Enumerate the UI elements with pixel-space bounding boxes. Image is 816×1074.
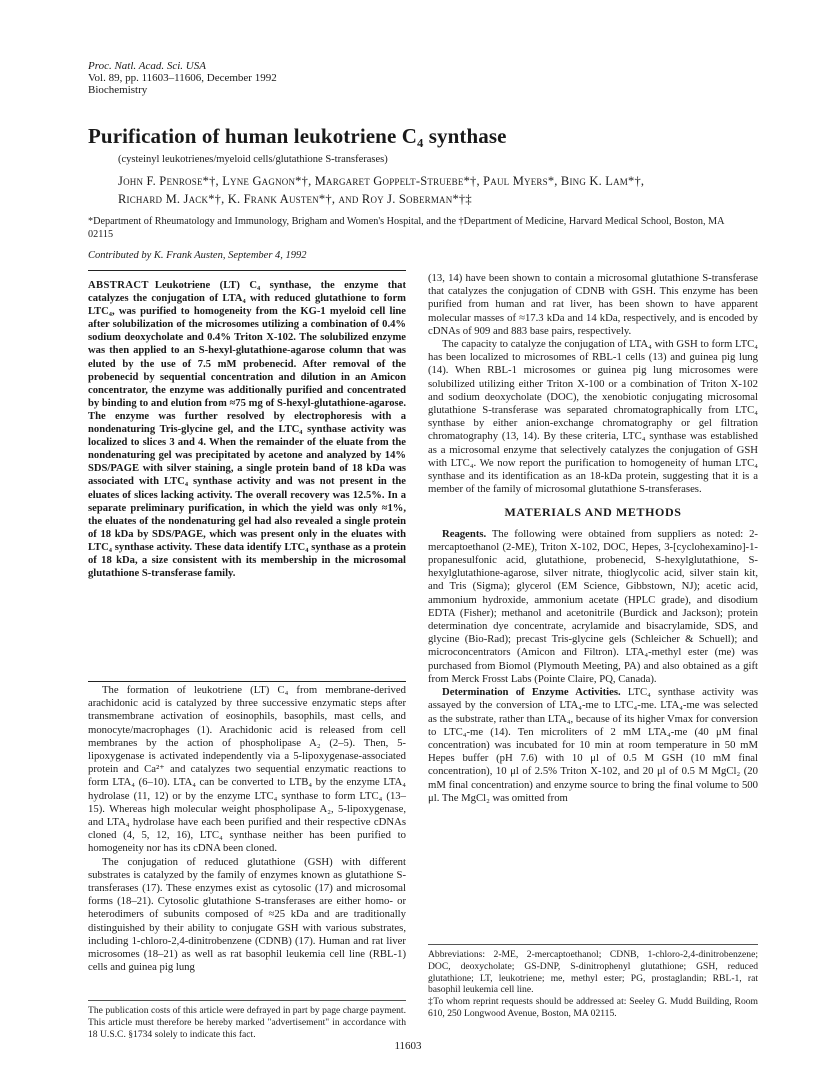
- affiliation: *Department of Rheumatology and Immunology, Brigham and Women's Hospital, and the †Department of Medicine, Harvard Medical School, Boston, MA 02115: [88, 216, 724, 240]
- reprint-request-text: ‡To whom reprint requests should be addressed at: Seeley G. Mudd Building, Room 610, 250 Longwood Avenue, Boston, MA 02115.: [428, 996, 758, 1019]
- abstract: [88, 270, 406, 682]
- author-line-1: John F. Penrose*†, Lyne Gagnon*†, Margaret Goppelt-Struebe*†, Paul Myers*, Bing K. Lam*†,: [118, 174, 645, 188]
- abbreviations-footnote: [428, 944, 758, 1020]
- section-name: Biochemistry: [88, 84, 148, 96]
- abstract-paragraph: [88, 279, 406, 580]
- author-line-2: Richard M. Jack*†, K. Frank Austen*†, and Roy J. Soberman*†‡: [118, 192, 472, 206]
- contributed-by: Contributed by K. Frank Austen, September 4, 1992: [88, 250, 307, 261]
- section-heading-methods: MATERIALS AND METHODS: [504, 505, 682, 520]
- abstract-text: Leukotriene (LT) C₄ synthase, the enzyme that catalyzes the conjugation of LTA₄ with reduced glutathione to form LTC₄, was purified to homogeneity from the KG-1 myeloid cell line after solubilization of the microsomes utilizing a combination of 0.4% sodium deoxycholate and 0.4% Triton X-102. The solubilized enzyme was then applied to an S-hexyl-glutathione-agarose column that was eluted by the use of 7.5 mM probenecid. After removal of the probenecid by sequential concentration and dilution in an Amicon concentrator, the enzyme was additionally purified and concentrated by binding to and elution from ≈75 mg of S-hexyl-glutathione-agarose. The enzyme was further resolved by electrophoresis with a nondenaturing Tris-glycine gel, and the LTC₄ synthase activity was localized to slices 3 and 4. When the remainder of the eluate from the nondenaturing gel was precipitated by acetone and analyzed by 14% SDS/PAGE with silver staining, a single protein band of 18 kDa was associated with LTC₄ synthase activity and was not present in the eluates of slices lacking activity. The overall recovery was 12.5%. In a separate preliminary purification, in which the yield was only ≈1%, the eluates of the nondenaturing gel had also revealed a single protein of 18 kDa by SDS/PAGE, which was present only in the eluates with LTC₄ synthase activity. These data identify LTC₄ synthase as a protein of 18 kDa, a size consistent with its membership in the microsomal glutathione S-transferase family.: [88, 280, 406, 580]
- reagents-paragraph: [428, 528, 758, 686]
- paper-title: Purification of human leukotriene C₄ synthase: [88, 124, 507, 148]
- abstract-label: ABSTRACT: [88, 280, 149, 291]
- right-column-body: [428, 272, 758, 805]
- page-number: 11603: [394, 1040, 422, 1052]
- enzyme-activity-paragraph: [428, 686, 758, 805]
- intro-paragraph-4: The capacity to catalyze the conjugation of LTA₄ with GSH to form LTC₄ has been localized to microsomes of RBL-1 cells (13) and guinea pig lung (14). When RBL-1 microsomes or guinea pig lung microsomes were solubilized utilizing either Triton X-100 or a combination of Triton X-102 and sodium deoxycholate (DOC), the xenobiotic conjugating microsomal glutathione S-transferase was separated chromatographically from LTC₄ synthase by either anion-exchange chromatography or gel filtration chromatography (13, 14). By these criteria, LTC₄ synthase was established as a microsomal enzyme that selectively catalyzes the conjugation of GSH with LTC₄. We now report the purification to homogeneity of human LTC₄ synthase and its identification as an 18-kDa protein, suggesting that it is a member of the family of microsomal glutathione S-transferases.: [428, 338, 758, 496]
- journal-name: Proc. Natl. Acad. Sci. USA: [88, 60, 206, 72]
- intro-paragraph-3: (13, 14) have been shown to contain a microsomal glutathione S-transferase that catalyzes the conjugation of CDNB with GSH. This enzyme has been purified from human and rat liver, has been shown to have apparent molecular masses of ≈17.3 kDa and 14 kDa, respectively, and is encoded by cDNAs of 909 and 883 base pairs, respectively.: [428, 272, 758, 337]
- author-list: [118, 172, 758, 208]
- keywords: (cysteinyl leukotrienes/myeloid cells/glutathione S-transferases): [118, 154, 388, 165]
- left-column-body: [88, 684, 406, 974]
- intro-paragraph-1: The formation of leukotriene (LT) C₄ from membrane-derived arachidonic acid is catalyzed by three successive enzymatic steps after transmembrane activation of eosinophils, basophils, mast cells, and monocyte/macrophages (1). Arachidonic acid is released from cell membranes by the action of phospholipase A₂ (2–5). Then, 5-lipoxygenase is activated independently via a 5-lipoxygenase-associated protein and Ca²⁺ and catalyzes two sequential enzymatic reactions to form LTA₄ (6–10). LTA₄ can be converted to LTB₄ by the enzyme LTA₄ hydrolase (11, 12) or by the enzyme LTC₄ synthase to form LTC₄ (13–15). Whereas high molecular weight phospholipase A₂, 5-lipoxygenase, and LTA₄ hydrolase have each been purified and their respective cDNAs cloned (4, 5, 12, 16), LTC₄ synthase neither has been purified to homogeneity nor has its cDNA been cloned.: [88, 684, 406, 855]
- publication-cost-footnote: The publication costs of this article were defrayed in part by page charge payment. This article must therefore be hereby marked "advertisement" in accordance with 18 U.S.C. §1734 solely to indicate this fact.: [88, 1000, 406, 1040]
- volume-line: Vol. 89, pp. 11603–11606, December 1992: [88, 72, 277, 84]
- enzyme-activity-text: LTC₄ synthase activity was assayed by the conversion of LTA₄-me to LTC₄-me. LTA₄-me was selected as the substrate, rather than LTA₄, because of its higher Vmax for conversion to LTC₄-me (14). Ten microliters of 2 mM LTA₄-me (40 μM final concentration) was incubated for 10 min at room temperature in 50 mM Hepes buffer (pH 7.6) with 10 μl of 0.5 M GSH (10 mM final concentration), 10 μl of 2.5% Triton X-102, and 20 μl of 0.5 M MgCl₂ (20 mM final concentration) and enzyme source to bring the final volume to 500 μl. The MgCl₂ was omitted from: [428, 686, 758, 804]
- abbreviations-text: Abbreviations: 2-ME, 2-mercaptoethanol; CDNB, 1-chloro-2,4-dinitrobenzene; DOC, deoxycholate; GS-DNP, S-dinitrophenyl glutathione; GSH, reduced glutathione; LT, leukotriene; me, methyl ester; PG, prostaglandin; RBL-1, rat basophil leukemia cell line.: [428, 949, 758, 996]
- journal-header: [88, 60, 277, 96]
- reagents-heading: Reagents.: [442, 527, 487, 540]
- enzyme-activity-heading: Determination of Enzyme Activities.: [442, 686, 621, 699]
- intro-paragraph-2: The conjugation of reduced glutathione (GSH) with different substrates is catalyzed by the family of enzymes known as glutathione S-transferases (17). These enzymes exist as cytosolic (17) and microsomal forms (18–21). Cytosolic glutathione S-transferases are either homo- or heterodimers of subunits composed of ≈25 kDa and are traditionally distinguished by their ability to conjugate GSH with various substrates, including 1-chloro-2,4-dinitrobenzene (CDNB) (17). Human and rat liver microsomes (18–21) as well as rat basophil leukemia cell line (RBL-1) cells and guinea pig lung: [88, 855, 406, 974]
- reagents-text: The following were obtained from suppliers as noted: 2-mercaptoethanol (2-ME), Triton X-102, DOC, Hepes, 3-[cyclohexamino]-1-propanesulfonic acid, glutathione, probenecid, S-hexylglutathione, S-hexylglutathione-agarose, silver nitrate, thioglycolic acid, silver stain kit, and Tris (Sigma); glycerol (EM Science, Gibbstown, NJ); acetic acid, ammonium hydroxide, ammonium acetate (HPLC grade), and disodium EDTA (Fisher); methanol and acetonitrile (Burdick and Jackson); protein determination dye concentrate, acrylamide and bisacrylamide, SDS, and glycine (Bio-Rad); precast Tris-glycine gels (Schleicher & Schuell); and microconcentrators (Amicon and Filtron). LTA₄-methyl ester (me) was purchased from Biomol (Plymouth Meeting, PA) and also obtained as a gift from Merck Frosst Labs (Pointe Claire, PQ, Canada).: [428, 527, 758, 685]
